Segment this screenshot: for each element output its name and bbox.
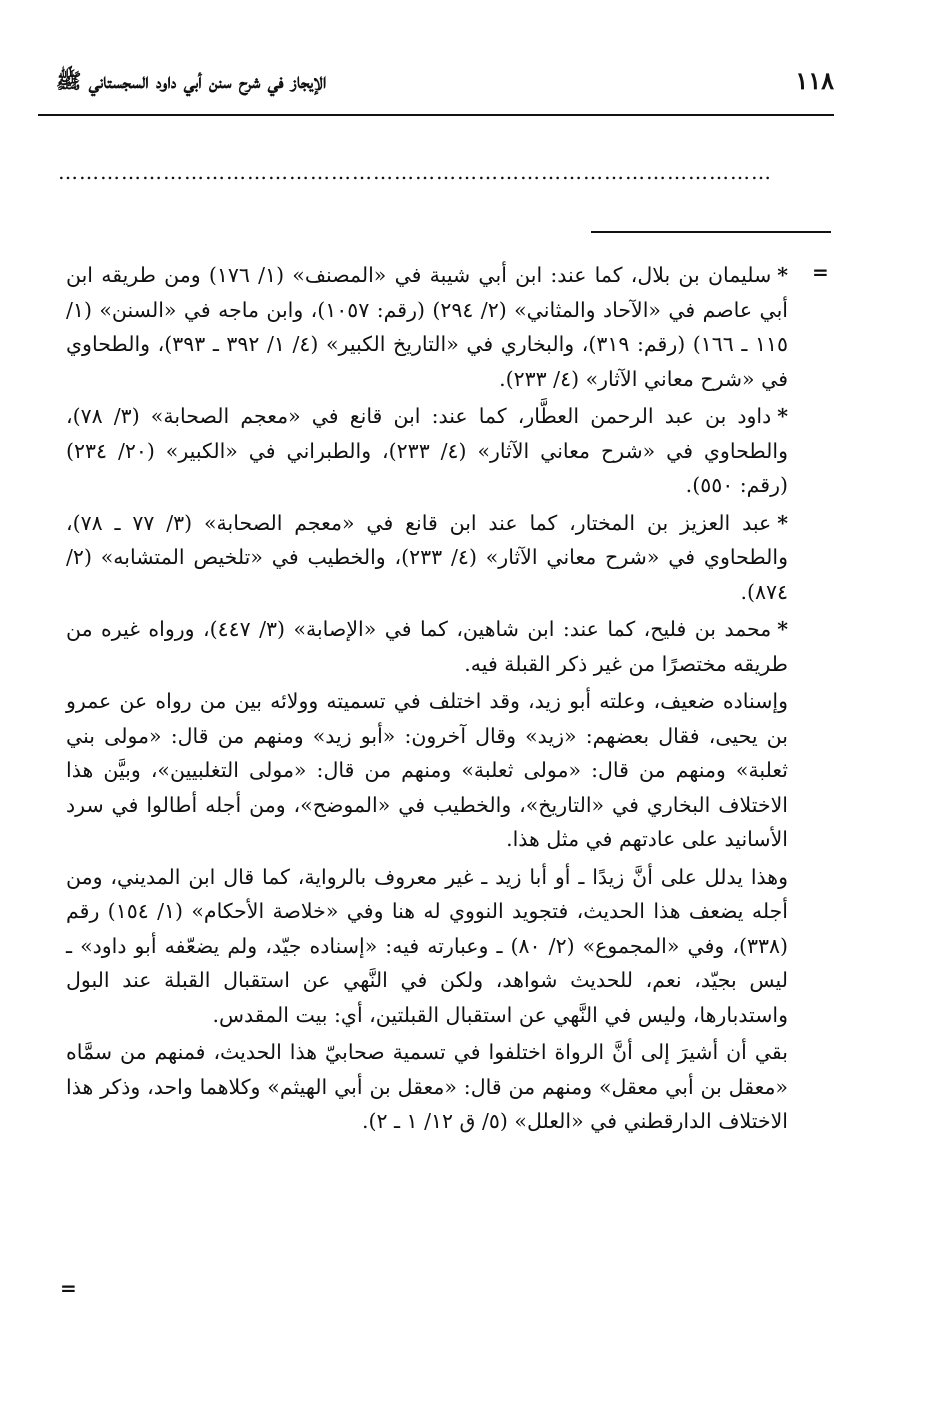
bullet-marker: * — [777, 510, 788, 535]
footnote-entry-sulayman — [66, 258, 788, 396]
bullet-marker: * — [777, 404, 788, 428]
page-number: ١١٨ — [795, 66, 834, 95]
continuation-mark-top: = — [812, 260, 829, 284]
footnote-rule — [591, 231, 831, 233]
footnote-text: محمد بن فليح، كما عند: ابن شاهين، كما في «الإصابة» (٣/ ٤٤٧)، ورواه غيره من طريقه مختصرًا من غير ذكر القبلة فيه. — [66, 617, 788, 676]
paragraph-companion-name: بقي أن أشيرَ إلى أنَّ الرواة اختلفوا في تسمية صحابيّ هذا الحديث، فمنهم من سمَّاه «معقل بن أبي معقل» ومنهم من قال: «معقل بن أبي الهيثم» وكلاهما واحد، وذكر هذا الاختلاف الدارقطني في «العلل» (٥/ ق ١٢/ ١ ـ ٢). — [66, 1040, 788, 1133]
running-header — [38, 62, 834, 116]
continuation-mark-bottom: = — [60, 1276, 77, 1300]
footnote-block — [66, 258, 788, 1142]
running-title: الإيجاز في شرح سنن أبي داود السجستاني ﷺ — [56, 68, 327, 93]
bullet-marker: * — [777, 263, 788, 287]
footnote-text: عبد العزيز بن المختار، كما عند ابن قانع في «معجم الصحابة» (٣/ ٧٧ ـ ٧٨)، والطحاوي في «شرح معاني الآثار» (٤/ ٢٣٣)، والخطيب في «تلخيص المتشابه» (٢/ ٨٧٤). — [66, 510, 789, 604]
footnote-entry-dawud — [66, 399, 788, 503]
footnote-text: داود بن عبد الرحمن العطَّار، كما عند: ابن قانع في «معجم الصحابة» (٣/ ٧٨)، والطحاوي في «شرح معاني الآثار» (٤/ ٢٣٣)، والطبراني في «الكبير» (٢٠/ ٢٣٤) (رقم: ٥٥٠). — [66, 404, 788, 497]
footnote-text: سليمان بن بلال، كما عند: ابن أبي شيبة في «المصنف» (١/ ١٧٦) ومن طريقه ابن أبي عاصم في «الآحاد والمثاني» (٢/ ٢٩٤) (رقم: ١٠٥٧)، وابن ماجه في «السنن» (١/ ١١٥ ـ ١٦٦) (رقم: ٣١٩)، والبخاري في «التاريخ الكبير» (٤/ ١/ ٣٩٢ ـ ٣٩٣)، والطحاوي في «شرح معاني الآثار» (٤/ ٢٣٣). — [66, 263, 788, 391]
bullet-marker: * — [777, 617, 788, 641]
footnote-entry-abdulaziz — [66, 506, 788, 610]
paragraph-isnad: وإسناده ضعيف، وعلته أبو زيد، وقد اختلف في تسميته وولائه بين من رواه عن عمرو بن يحيى، فقال بعضهم: «زيد» وقال آخرون: «أبو زيد» ومنهم من قال: «مولى بني ثعلبة» ومنهم من قال: «مولى ثعلبة» ومنهم من قال: «مولى التغلبيين»، وبيَّن هذا الاختلاف البخاري في «التاريخ»، والخطيب في «الموضح»، ومن أجله أطالوا في سرد الأسانيد على عادتهم في مثل هذا. — [66, 689, 788, 851]
dotted-separator: ………………………………………………………………………………………… — [58, 160, 772, 184]
footnote-entry-muhammad — [66, 612, 788, 681]
paragraph-grading: وهذا يدلل على أنَّ زيدًا ـ أو أبا زيد ـ غير معروف بالرواية، كما قال ابن المديني، ومن أجله يضعف هذا الحديث، فتجويد النووي له هنا وفي «خلاصة الأحكام» (١/ ١٥٤) رقم (٣٣٨)، وفي «المجموع» (٢/ ٨٠) ـ وعبارته فيه: «إسناده جيّد، ولم يضعّفه أبو داود» ـ ليس بجيّد، نعم، للحديث شواهد، ولكن في النَّهي عن استقبال القبلة عند البول واستدبارها، وليس في النَّهي عن استقبال القبلتين، أي: بيت المقدس. — [66, 864, 788, 1027]
